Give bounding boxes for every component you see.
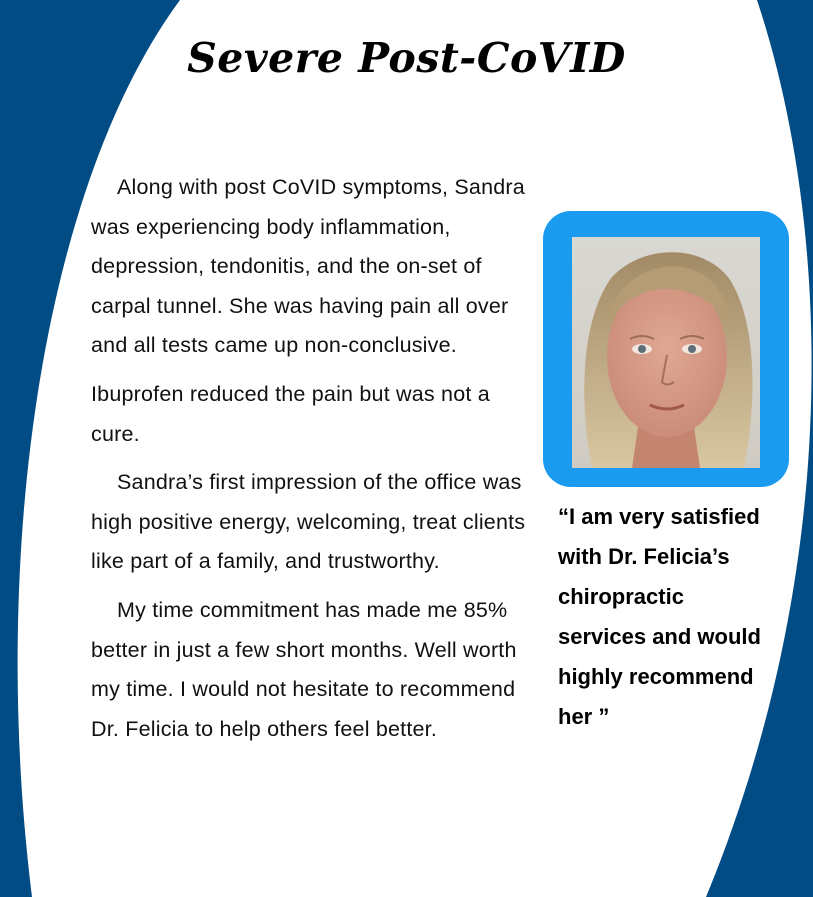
photo-frame [543,211,789,487]
paragraph-first-impression: Sandra’s first impression of the office was high positive energy, welcoming, treat clients like part of a family, and trustworthy. [91,470,526,574]
paragraph-symptoms: Along with post CoVID symptoms, Sandra was experiencing body inflammation, depression, tendonitis, and the on-set of carpal tunnel. She was having pain all over and all tests came up non-conclusive. [91,175,525,358]
portrait-photo [572,237,760,468]
page-title: Severe Post-CoVID [187,34,626,82]
portrait-illustration [572,237,760,468]
testimonial-body [91,168,539,758]
paragraph-ibuprofen: Ibuprofen reduced the pain but was not a cure. [91,381,490,446]
testimonial-quote: “I am very satisfied with Dr. Felicia’s chiropractic services and would highly recommend her ” [558,504,761,729]
paragraph-results: My time commitment has made me 85% better in just a few short months. Well worth my time. I would not hesitate to recommend Dr. Felicia to help others feel better. [91,597,517,741]
